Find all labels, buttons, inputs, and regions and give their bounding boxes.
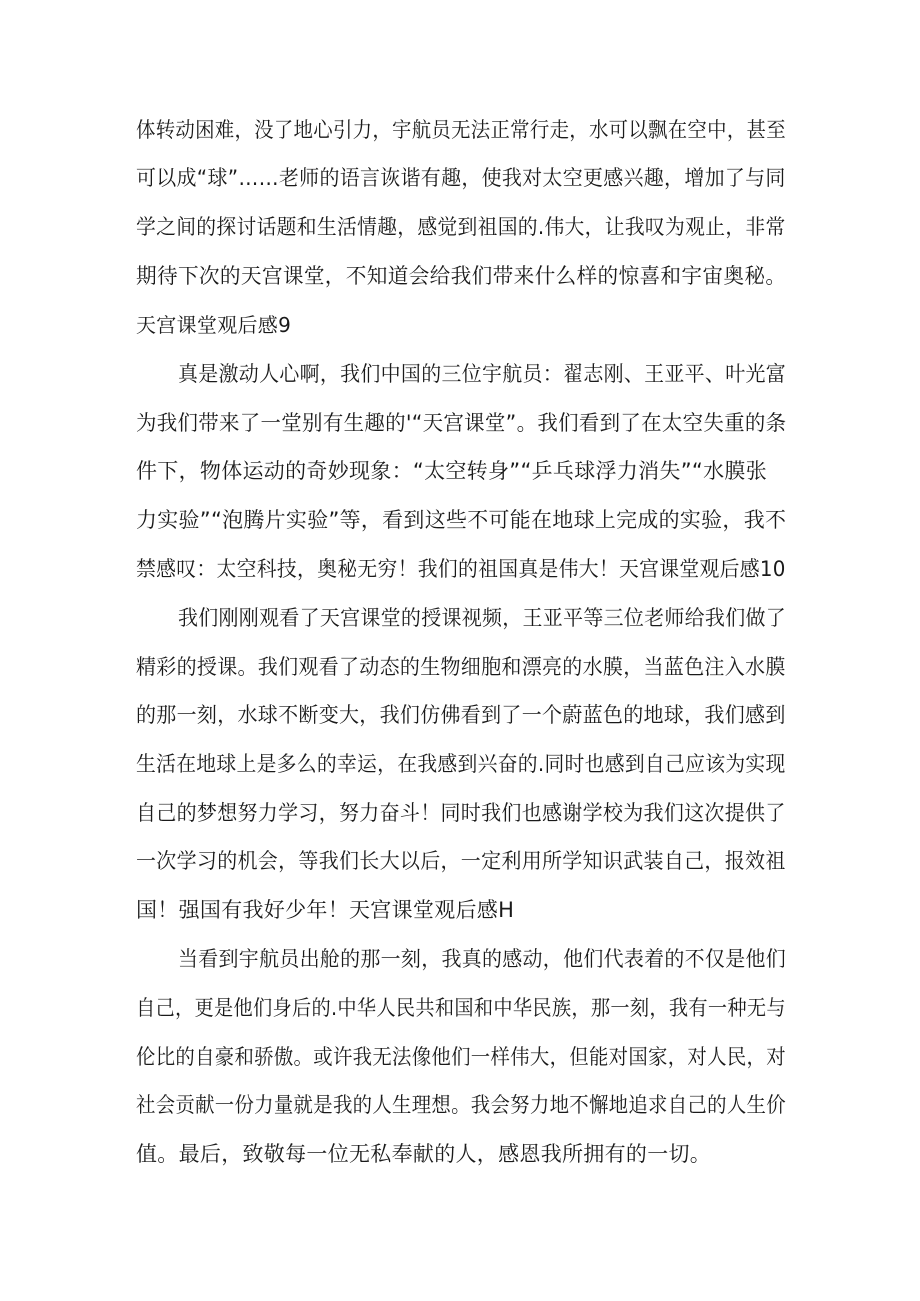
text-line: 生活在地球上是多么的幸运，在我感到兴奋的.同时也感到自己应该为实现 — [136, 752, 786, 776]
text-line: 件下，物体运动的奇妙现象：“太空转身”“乒乓球浮力消失”“水膜张 — [136, 459, 767, 483]
text-line: 禁感叹：太空科技，奥秘无穷！我们的祖国真是伟大！天宫课堂观后感10 — [136, 557, 786, 581]
text-line: 体转动困难，没了地心引力，宇航员无法正常行走，水可以飘在空中，甚至 — [136, 118, 786, 142]
text-line: 社会贡献一份力量就是我的人生理想。我会努力地不懈地追求自己的人生价 — [136, 1093, 786, 1117]
text-line: 力实验”“泡腾片实验”等，看到这些不可能在地球上完成的实验，我不 — [136, 508, 787, 532]
text-line: 为我们带来了一堂别有生趣的'“天宫课堂”。我们看到了在太空失重的条 — [136, 411, 787, 435]
text-line: 学之间的探讨话题和生活情趣，感觉到祖国的.伟大，让我叹为观止，非常 — [136, 215, 786, 239]
text-line: 自己，更是他们身后的.中华人民共和国和中华民族，那一刻，我有一种无与 — [136, 996, 786, 1020]
text-line: 伦比的自豪和骄傲。或许我无法像他们一样伟大，但能对国家，对人民，对 — [136, 1045, 786, 1069]
text-line: 一次学习的机会，等我们长大以后，一定利用所学知识武装自己，报效祖 — [136, 849, 786, 873]
text-line: 自己的梦想努力学习，努力奋斗！同时我们也感谢学校为我们这次提供了 — [136, 801, 786, 825]
text-line: 的那一刻，水球不断变大，我们仿佛看到了一个蔚蓝色的地球，我们感到 — [136, 703, 786, 727]
text-line: 期待下次的天宫课堂，不知道会给我们带来什么样的惊喜和宇宙奥秘。 — [136, 264, 787, 288]
text-line: 国！强国有我好少年！天宫课堂观后感H — [136, 898, 515, 922]
text-line: 精彩的授课。我们观看了动态的生物细胞和漂亮的水膜，当蓝色注入水膜 — [136, 655, 786, 679]
text-line: 我们刚刚观看了天宫课堂的授课视频，王亚平等三位老师给我们做了 — [178, 606, 786, 630]
section-heading: 天宫课堂观后感9 — [136, 313, 292, 337]
text-line: 值。最后，致敬每一位无私奉献的人，感恩我所拥有的一切。 — [136, 1142, 712, 1166]
text-line: 真是激动人心啊，我们中国的三位宇航员：翟志刚、王亚平、叶光富 — [178, 362, 786, 386]
text-line: 可以成“球”……老师的语言诙谐有趣，使我对太空更感兴趣，增加了与同 — [136, 166, 786, 190]
text-line: 当看到宇航员出舱的那一刻，我真的感动，他们代表着的不仅是他们 — [178, 947, 786, 971]
